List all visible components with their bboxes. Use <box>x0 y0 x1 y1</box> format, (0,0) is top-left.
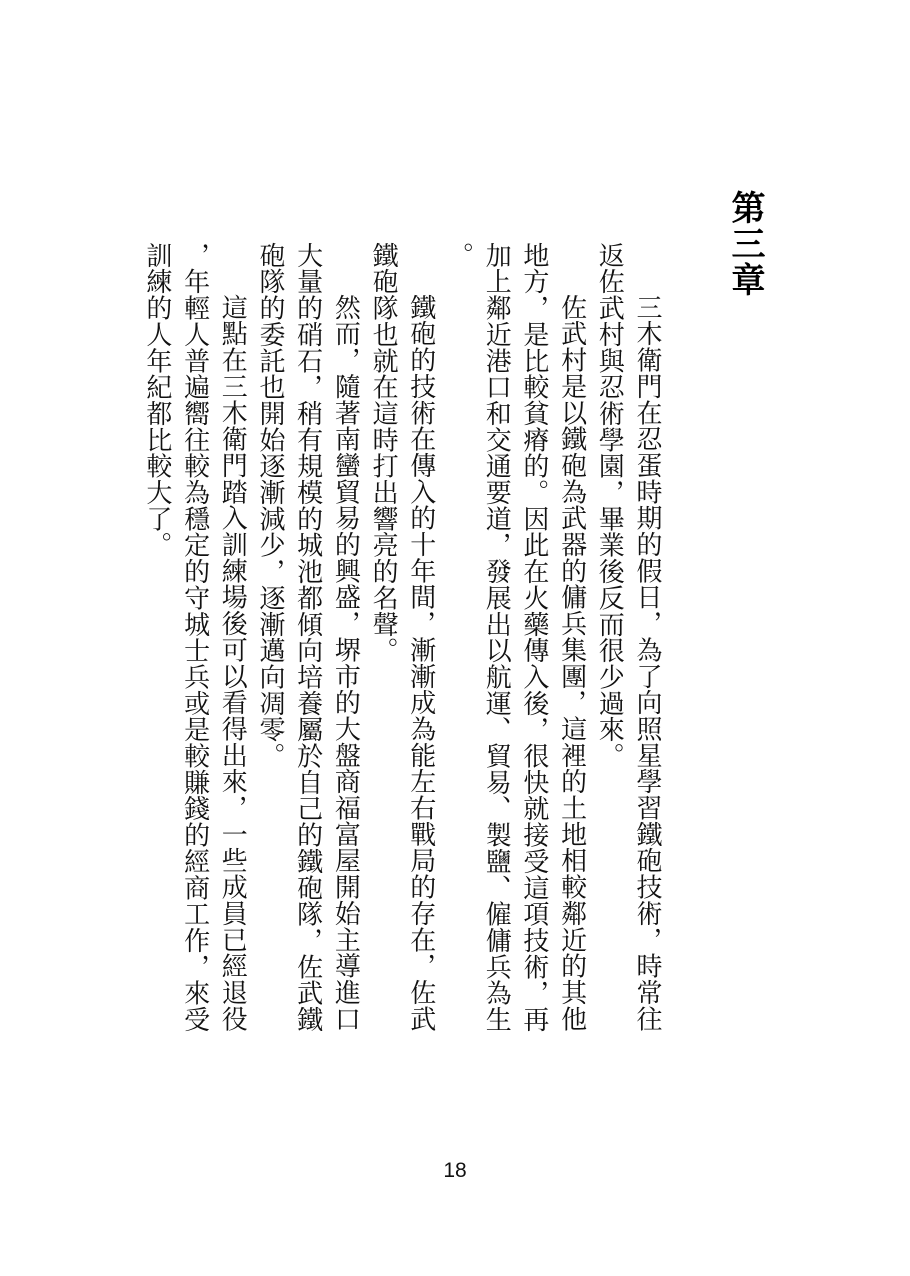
paragraph: 佐武村是以鐵砲為武器的傭兵集團，這裡的土地相較鄰近的其他地方，是比較貧瘠的。因此在火藥傳入後，很快就接受這項技術，再加上鄰近港口和交通要道，發展出以航運、貿易、製鹽、僱傭兵為生。 <box>443 242 587 1033</box>
chapter-title: 第三章 <box>725 190 765 298</box>
paragraph: 然而，隨著南蠻貿易的興盛，堺市的大盤商福富屋開始主導進口大量的硝石，稍有規模的城池都傾向培養屬於自己的鐵砲隊，佐武鐵砲隊的委託也開始逐漸減少，逐漸邁向凋零。 <box>254 242 361 1033</box>
paragraph: 鐵砲的技術在傳入的十年間，漸漸成為能左右戰局的存在，佐武鐵砲隊也就在這時打出響亮的名聲。 <box>368 242 436 1032</box>
page-number: 18 <box>443 1159 467 1182</box>
paragraph: 這點在三木衛門踏入訓練場後可以看得出來，一些成員已經退役，年輕人普遍嚮往較為穩定的守城士兵或是較賺錢的經商工作，來受訓練的人年紀都比較大了。 <box>141 242 248 1033</box>
body-text <box>141 242 665 1042</box>
paragraph: 三木衛門在忍蛋時期的假日，為了向照星學習鐵砲技術，時常往返佐武村與忍術學園，畢業後反而很少過來。 <box>594 242 662 1032</box>
